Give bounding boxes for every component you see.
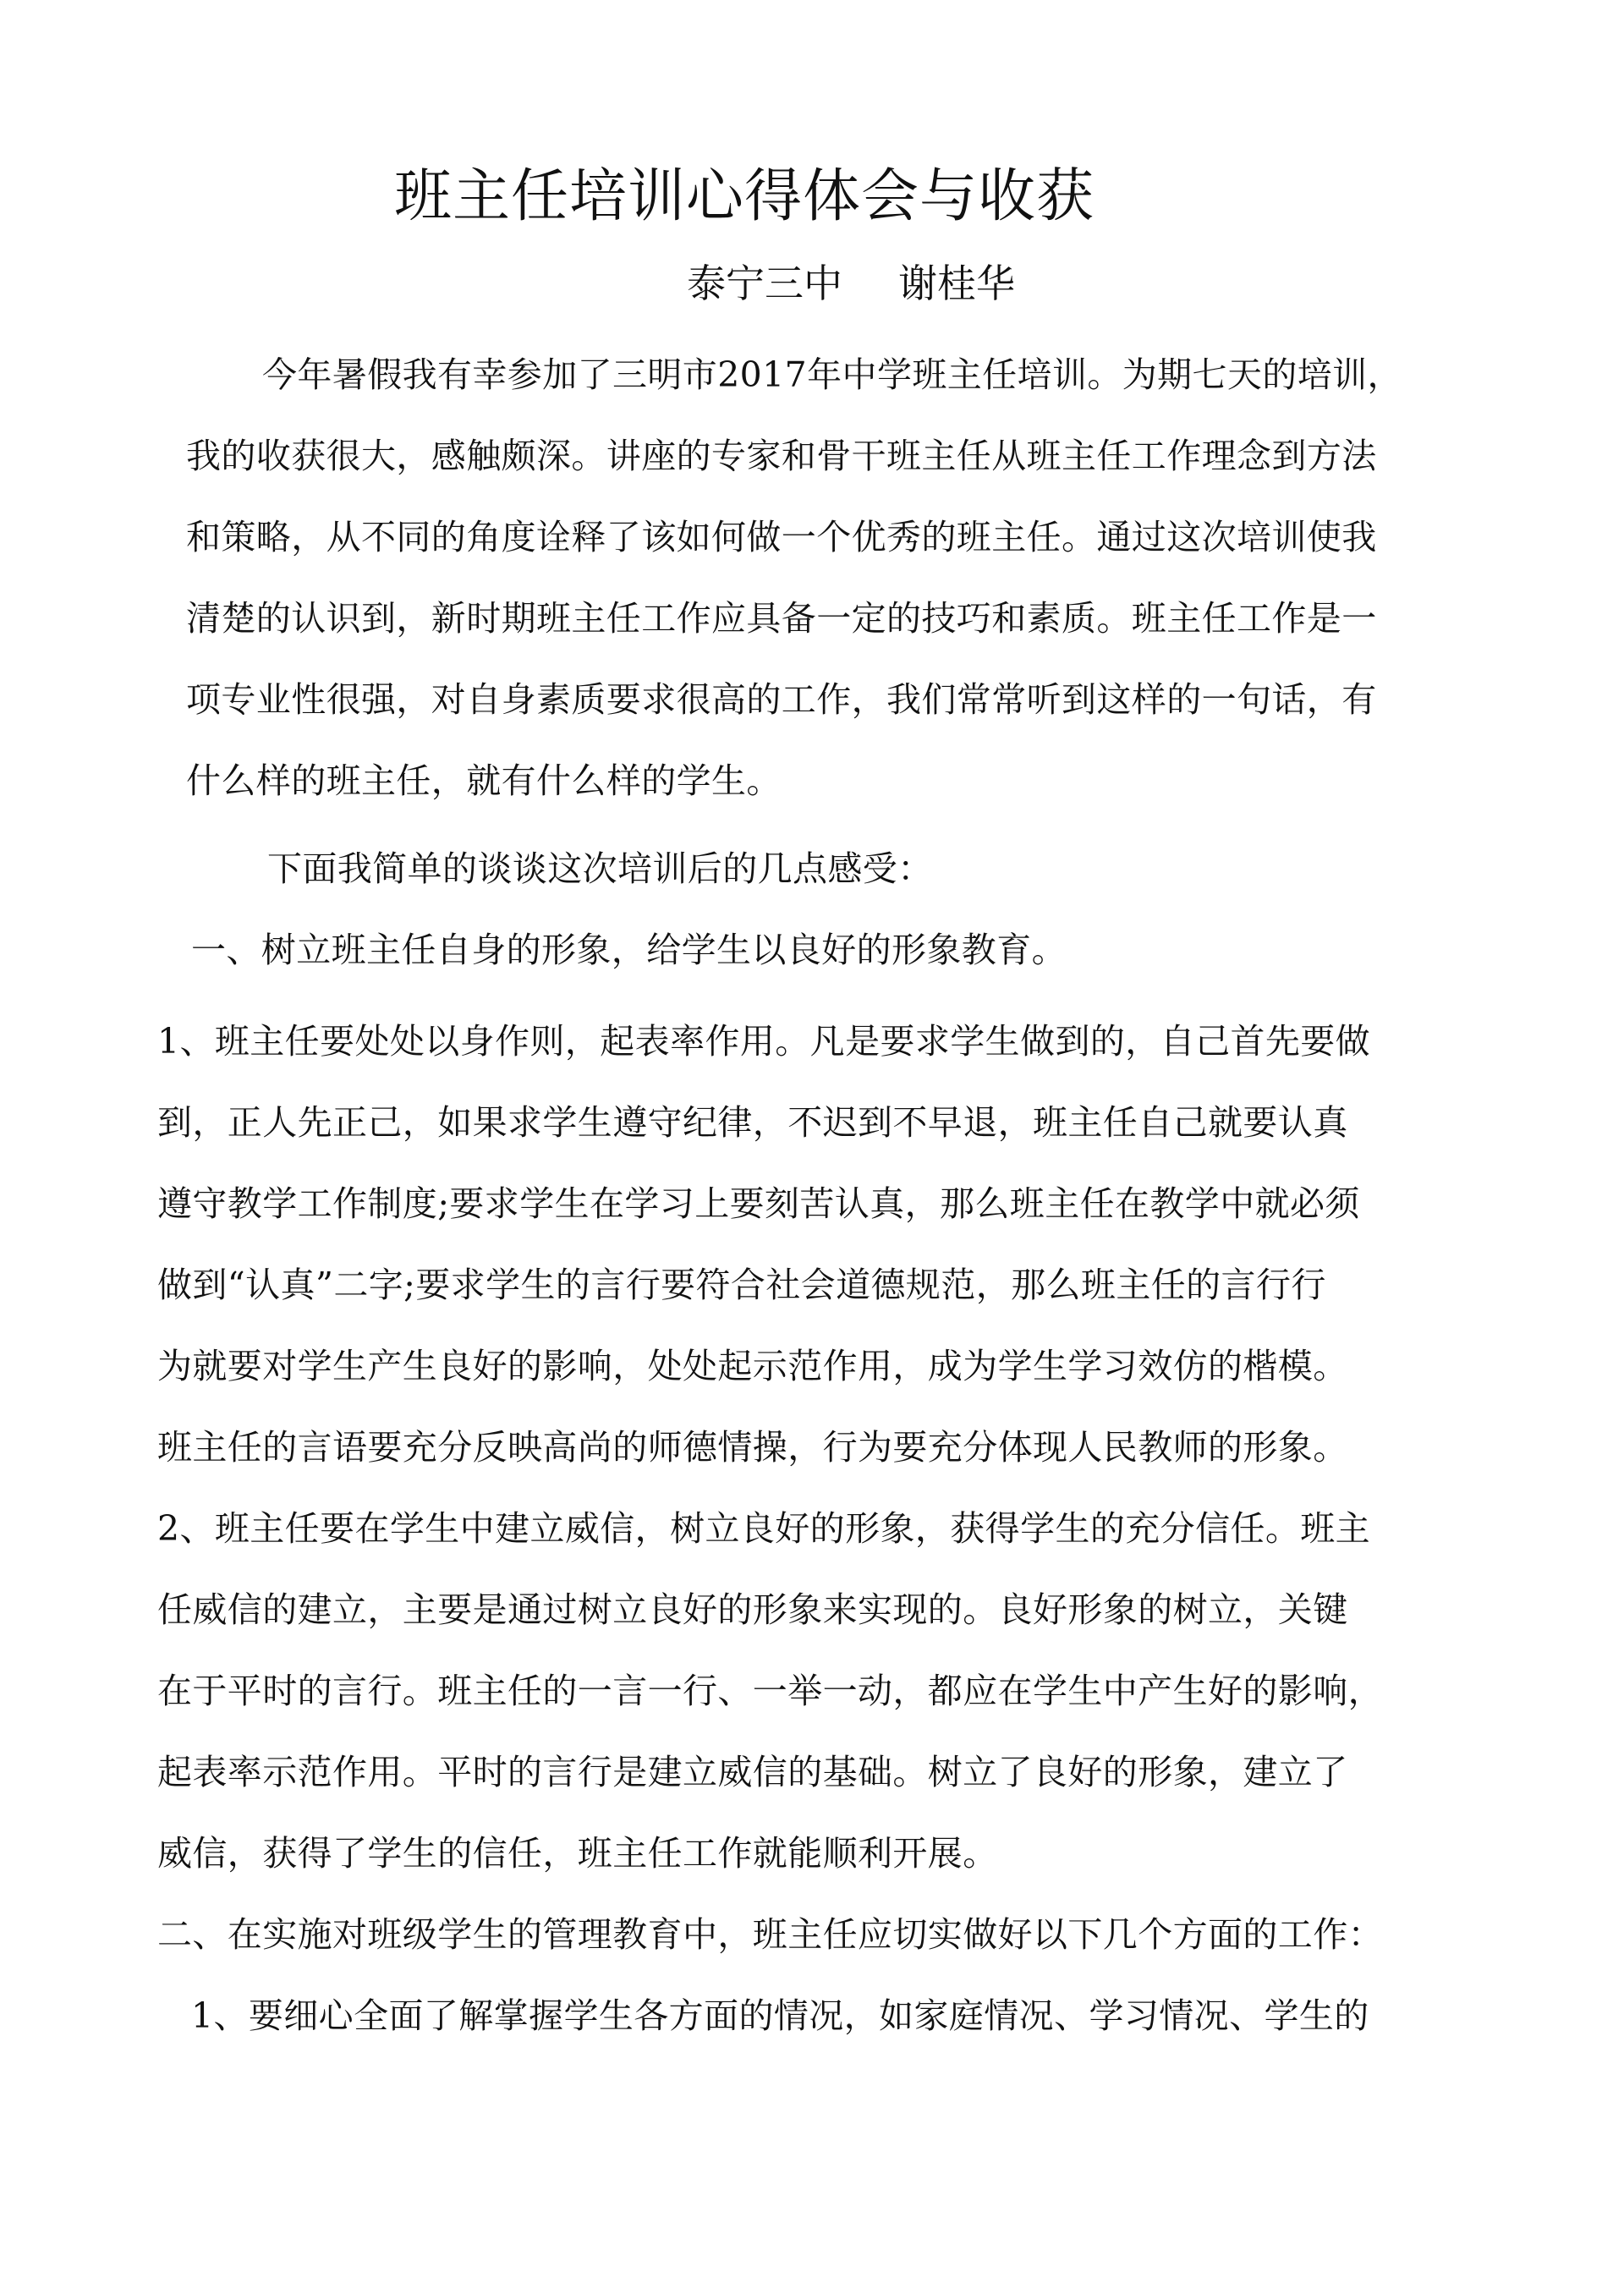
author-line [687,254,1015,313]
paragraph-line: 威信，获得了学生的信任，班主任工作就能顺利开展。 [157,1833,998,1874]
paragraph-line: 什么样的班主任，就有什么样的学生。 [186,760,782,801]
author-school: 泰宁三中 [687,261,842,306]
author-name: 谢桂华 [898,261,1015,306]
paragraph-line: 到，正人先正己，如果求学生遵守纪律，不迟到不早退，班主任自己就要认真 [157,1102,1348,1143]
paragraph-line: 和策略，从不同的角度诠释了该如何做一个优秀的班主任。通过这次培训使我 [186,517,1377,557]
paragraph-line: 遵守教学工作制度;要求学生在学习上要刻苦认真，那么班主任在教学中就必须 [157,1183,1360,1224]
paragraph-line: 我的收获很大，感触颇深。讲座的专家和骨干班主任从班主任工作理念到方法 [186,436,1377,476]
paragraph-line: 清楚的认识到，新时期班主任工作应具备一定的技巧和素质。班主任工作是一 [186,598,1377,639]
paragraph-line: 1、班主任要处处以身作则，起表率作用。凡是要求学生做到的，自己首先要做 [157,1021,1371,1062]
paragraph-line: 起表率示范作用。平时的言行是建立威信的基础。树立了良好的形象，建立了 [157,1752,1348,1792]
paragraph-line: 项专业性很强，对自身素质要求很高的工作，我们常常听到这样的一句话，有 [186,679,1377,720]
paragraph-line: 班主任的言语要充分反映高尚的师德情操，行为要充分体现人民教师的形象。 [157,1427,1348,1468]
section-heading: 二、在实施对班级学生的管理教育中，班主任应切实做好以下几个方面的工作： [157,1914,1383,1955]
paragraph-line: 在于平时的言行。班主任的一言一行、一举一动，都应在学生中产生好的影响， [157,1671,1383,1711]
paragraph-line: 任威信的建立，主要是通过树立良好的形象来实现的。良好形象的树立，关键 [157,1589,1348,1630]
paragraph-line: 为就要对学生产生良好的影响，处处起示范作用，成为学生学习效仿的楷模。 [157,1346,1348,1386]
paragraph-line: 今年暑假我有幸参加了三明市2017年中学班主任培训。为期七天的培训， [262,354,1402,395]
paragraph-line: 下面我简单的谈谈这次培训后的几点感受： [267,848,933,889]
document-title: 班主任培训心得体会与收获 [394,163,1095,230]
paragraph-line: 做到“认真”二字;要求学生的言行要符合社会道德规范，那么班主任的言行行 [157,1265,1326,1305]
paragraph-line: 1、要细心全面了解掌握学生各方面的情况，如家庭情况、学习情况、学生的 [191,1995,1369,2036]
section-heading: 一、树立班主任自身的形象，给学生以良好的形象教育。 [191,930,1067,970]
paragraph-line: 2、班主任要在学生中建立威信，树立良好的形象，获得学生的充分信任。班主 [157,1508,1371,1549]
